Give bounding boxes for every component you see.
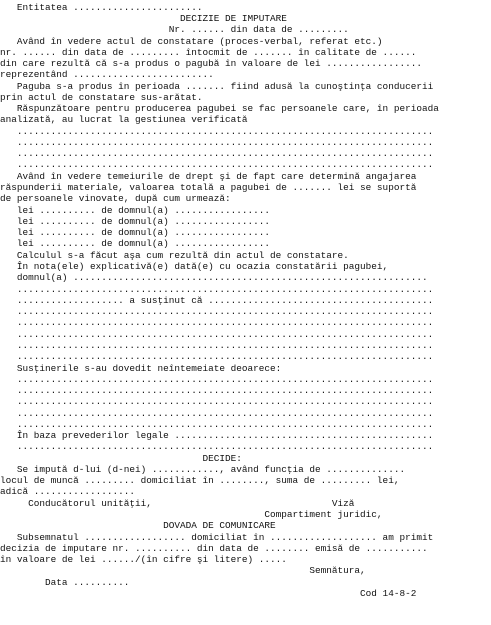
- paragraph-line: reprezentând .........................: [0, 69, 214, 80]
- paragraph-line: Susţinerile s-au dovedit neîntemeiate deoarece:: [0, 363, 282, 374]
- paragraph-line: ................... a susţinut că ........................................: [0, 295, 434, 306]
- paragraph-line: nr. ...... din data de ......... întocmit de ....... în calitate de ......: [0, 47, 417, 58]
- amount-line: lei .......... de domnul(a) .................: [0, 227, 271, 238]
- proof-of-delivery-heading: DOVADA DE COMUNICARE: [0, 520, 276, 531]
- dotted-fill-line: ..........................................................................: [0, 408, 434, 419]
- paragraph-line: din care rezultă că s-a produs o pagubă în valoare de lei .................: [0, 58, 422, 69]
- dotted-fill-line: ..........................................................................: [0, 329, 434, 340]
- paragraph-line: locul de muncă ......... domiciliat în ........, suma de ......... lei,: [0, 475, 400, 486]
- signature-label: Semnătura,: [0, 565, 366, 576]
- dotted-fill-line: ..........................................................................: [0, 306, 434, 317]
- paragraph-line: domnul(a) ...............................................................: [0, 272, 428, 283]
- decide-heading: DECIDE:: [0, 453, 242, 464]
- amount-line: lei .......... de domnul(a) .................: [0, 205, 271, 216]
- entity-line: Entitatea .......................: [0, 2, 203, 13]
- dotted-fill-line: ..........................................................................: [0, 317, 434, 328]
- dotted-fill-line: ..........................................................................: [0, 441, 434, 452]
- document-title: DECIZIE DE IMPUTARE: [0, 13, 287, 24]
- paragraph-line: Se impută d-lui (d-nei) ............, având funcţia de ..............: [0, 464, 406, 475]
- dotted-fill-line: ..........................................................................: [0, 385, 434, 396]
- paragraph-line: răspunderii materiale, valoarea totală a pagubei de ....... lei se suportă: [0, 182, 417, 193]
- dotted-fill-line: ..........................................................................: [0, 396, 434, 407]
- dotted-fill-line: ..........................................................................: [0, 148, 434, 159]
- paragraph-line: decizia de imputare nr. .......... din data de ........ emisă de ...........: [0, 543, 428, 554]
- dotted-fill-line: ..........................................................................: [0, 137, 434, 148]
- paragraph-line: prin actul de constatare sus-arătat.: [0, 92, 203, 103]
- paragraph-line: În nota(ele) explicativă(e) dată(e) cu ocazia constatării pagubei,: [0, 261, 389, 272]
- paragraph-line: Subsemnatul .................. domiciliat în ................... am primit: [0, 532, 434, 543]
- dotted-fill-line: ..........................................................................: [0, 284, 434, 295]
- dotted-fill-line: ..........................................................................: [0, 419, 434, 430]
- paragraph-line: Calculul s-a făcut aşa cum rezultă din actul de constatare.: [0, 250, 349, 261]
- signature-labels-line: Conducătorul unităţii, Viză: [0, 498, 355, 509]
- paragraph-line: de persoanele vinovate, după cum urmează:: [0, 193, 231, 204]
- amount-line: lei .......... de domnul(a) .................: [0, 216, 271, 227]
- amount-line: lei .......... de domnul(a) .................: [0, 238, 271, 249]
- dotted-fill-line: ..........................................................................: [0, 340, 434, 351]
- paragraph-line: Având în vedere actul de constatare (proces-verbal, referat etc.): [0, 36, 383, 47]
- dotted-fill-line: ..........................................................................: [0, 374, 434, 385]
- paragraph-line: Răspunzătoare pentru producerea pagubei se fac persoanele care, în perioada: [0, 103, 439, 114]
- paragraph-line: analizată, au lucrat la gestiunea verificată: [0, 114, 248, 125]
- date-line: Data ..........: [0, 577, 130, 588]
- form-code: Cod 14-8-2: [0, 588, 417, 599]
- paragraph-line: Paguba s-a produs în perioada ....... fiind adusă la cunoştinţa conducerii: [0, 81, 434, 92]
- dotted-fill-line: ..........................................................................: [0, 126, 434, 137]
- decision-number-line: Nr. ...... din data de .........: [0, 24, 349, 35]
- dotted-fill-line: ..........................................................................: [0, 351, 434, 362]
- paragraph-line: În baza prevederilor legale ..............................................: [0, 430, 434, 441]
- paragraph-line: Având în vedere temeiurile de drept şi de fapt care determină angajarea: [0, 171, 417, 182]
- legal-department-label: Compartiment juridic,: [0, 509, 383, 520]
- dotted-fill-line: ..........................................................................: [0, 159, 434, 170]
- paragraph-line: în valoare de lei ....../(în cifre şi litere) .....: [0, 554, 287, 565]
- paragraph-line: adică ..................: [0, 486, 136, 497]
